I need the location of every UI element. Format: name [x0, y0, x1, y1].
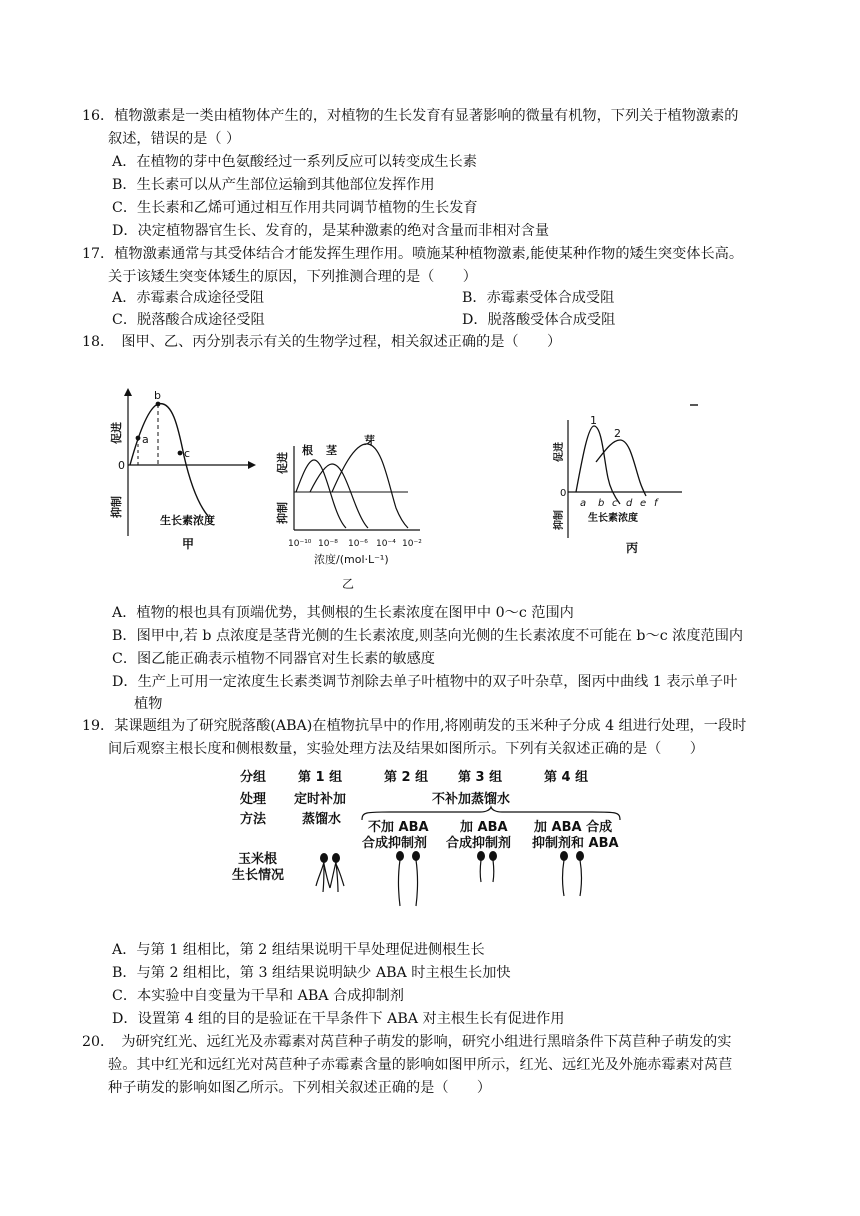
q19-method-label-2: 方法 — [240, 812, 267, 827]
yi-curve-root — [296, 460, 346, 528]
q16-option-a: A．在植物的芽中色氨酸经过一系列反应可以转变成生长素 — [112, 154, 477, 170]
q19-g2-method-2: 合成抑制剂 — [362, 836, 428, 851]
jia-label-b: b — [154, 389, 161, 402]
q17-stem-line1: 17．植物激素通常与其受体结合才能发挥生理作用。喷施某种植物激素,能使某种作物的矮生突变体长高。 — [82, 246, 744, 262]
q17-stem-line2: 关于该矮生突变体矮生的原因，下列推测合理的是（ ） — [108, 269, 477, 285]
q19-g4-method-2: 抑制剂和 ABA — [532, 836, 619, 851]
jia-label-a: a — [142, 433, 149, 446]
yi-tick-4: 10⁻² — [402, 539, 422, 549]
jia-promote-label: 促进 — [110, 422, 123, 444]
q19-g1-method-1: 定时补加 — [294, 792, 347, 807]
yi-xlabel: 浓度/(mol·L⁻¹) — [314, 553, 389, 566]
q19-g2-method-1: 不加 ABA — [368, 820, 429, 835]
yi-promote-label: 促进 — [276, 452, 289, 474]
bing-tick-d: d — [626, 498, 633, 509]
jia-zero: 0 — [118, 459, 125, 472]
jia-point-c — [178, 451, 183, 456]
yi-label-bud: 芽 — [364, 434, 375, 447]
jia-curve — [130, 404, 208, 516]
q18-option-d-line1: D．生产上可用一定浓度生长素类调节剂除去单子叶植物中的双子叶杂草，图丙中曲线 1 表示单子叶 — [112, 674, 738, 690]
q19-root-label-1: 玉米根 — [238, 852, 278, 867]
yi-tick-3: 10⁻⁴ — [376, 539, 396, 549]
q18-option-c: C．图乙能正确表示植物不同器官对生长素的敏感度 — [112, 651, 435, 667]
q19-g4-method-1: 加 ABA 合成 — [534, 820, 613, 835]
bing-tick-e: e — [640, 498, 647, 509]
q19-g1-method-2: 蒸馏水 — [302, 812, 342, 827]
bing-tick-c: c — [612, 498, 618, 509]
jia-x-arrow — [248, 461, 256, 469]
bing-promote-label: 促进 — [554, 442, 565, 462]
q18-option-b: B．图甲中,若 b 点浓度是茎背光侧的生长素浓度,则茎向光侧的生长素浓度不可能在 b～c 浓度范围内 — [112, 628, 744, 644]
q17-option-b: B．赤霉素受体合成受阻 — [462, 290, 615, 306]
figure-q19-table — [232, 768, 632, 908]
jia-inhibit-label: 抑制 — [110, 496, 123, 518]
bing-tick-f: f — [654, 498, 658, 509]
yi-tick-2: 10⁻⁶ — [348, 539, 368, 549]
q19-option-c: C．本实验中自变量为干旱和 ABA 合成抑制剂 — [112, 988, 404, 1004]
yi-curve-bud — [332, 444, 408, 528]
q17-option-c: C．脱落酸合成途径受阻 — [112, 312, 265, 328]
q19-option-d: D．设置第 4 组的目的是验证在干旱条件下 ABA 对主根生长有促进作用 — [112, 1011, 565, 1027]
q19-brace-path — [362, 807, 620, 820]
q19-g3-method-2: 合成抑制剂 — [446, 836, 512, 851]
q19-stem-line2: 间后观察主根长度和侧根数量，实验处理方法及结果如图所示。下列有关叙述正确的是（ ） — [108, 741, 704, 757]
q17-option-d: D．脱落酸受体合成受阻 — [462, 312, 616, 328]
q16-option-b: B．生长素可以从产生部位运输到其他部位发挥作用 — [112, 177, 435, 193]
q20-stem-line2: 验。其中红光和远红光对莴苣种子赤霉素含量的影响如图甲所示，红光、远红光及外施赤霉素对莴苣 — [108, 1057, 733, 1073]
yi-label-stem: 茎 — [326, 444, 337, 457]
bing-caption: 丙 — [626, 541, 639, 555]
yi-label-root: 根 — [302, 444, 313, 457]
q19-g3-method-1: 加 ABA — [460, 820, 508, 835]
jia-caption: 甲 — [182, 537, 195, 551]
q16-option-d: D．决定植物器官生长、发育的，是某种激素的绝对含量而非相对含量 — [112, 223, 550, 239]
q20-stem-line3: 种子萌发的影响如图乙所示。下列相关叙述正确的是（ ） — [108, 1080, 492, 1096]
jia-point-b — [156, 402, 161, 407]
q18-option-d-line2: 植物 — [134, 696, 163, 712]
q19-option-a: A．与第 1 组相比，第 2 组结果说明干旱处理促进侧根生长 — [112, 942, 485, 958]
figure-yi — [272, 434, 432, 592]
bing-label-2: 2 — [614, 427, 621, 440]
yi-caption: 乙 — [342, 577, 355, 591]
yi-tick-1: 10⁻⁸ — [318, 539, 338, 549]
q16-stem-line2: 叙述，错误的是（ ） — [108, 131, 241, 147]
q19-seedling-g4 — [554, 850, 590, 900]
bing-tick-b: b — [598, 498, 605, 509]
q19-group-label: 分组 — [240, 770, 267, 785]
q19-seedling-g1 — [312, 852, 348, 896]
yi-inhibit-label: 抑制 — [276, 502, 289, 524]
q18-stem: 18． 图甲、乙、丙分别表示有关的生物学过程，相关叙述正确的是（ ） — [82, 334, 562, 350]
figure-jia — [108, 386, 268, 552]
q19-stem-line1: 19．某课题组为了研究脱落酸(ABA)在植物抗旱中的作用,将刚萌发的玉米种子分成 4 组进行处理，一段时 — [82, 718, 747, 734]
bing-inhibit-label: 抑制 — [554, 510, 565, 530]
q18-option-a: A．植物的根也具有顶端优势，其侧根的生长素浓度在图甲中 0～c 范围内 — [112, 605, 574, 621]
q19-group-4: 第 4 组 — [544, 770, 589, 785]
q19-group-1: 第 1 组 — [298, 770, 343, 785]
jia-xlabel: 生长素浓度 — [160, 514, 215, 527]
q19-seedling-g2 — [390, 850, 426, 908]
bing-tick-a: a — [580, 498, 587, 509]
q19-root-label-2: 生长情况 — [232, 868, 285, 883]
bing-xlabel: 生长素浓度 — [588, 513, 638, 524]
q16-option-c: C．生长素和乙烯可通过相互作用共同调节植物的生长发育 — [112, 200, 478, 216]
q19-option-b: B．与第 2 组相比，第 3 组结果说明缺少 ABA 时主根生长加快 — [112, 965, 511, 981]
q19-no-water: 不补加蒸馏水 — [432, 792, 511, 807]
bing-zero: 0 — [560, 488, 567, 499]
q19-method-label-1: 处理 — [240, 792, 267, 807]
yi-tick-0: 10⁻¹⁰ — [288, 539, 312, 549]
jia-y-arrow — [124, 388, 132, 396]
q17-option-a: A．赤霉素合成途径受阻 — [112, 290, 265, 306]
figure-bing — [552, 400, 712, 562]
q20-stem-line1: 20． 为研究红光、远红光及赤霉素对莴苣种子萌发的影响，研究小组进行黑暗条件下莴苣种子萌发的实 — [82, 1034, 732, 1050]
q16-stem-line1: 16．植物激素是一类由植物体产生的，对植物的生长发育有显著影响的微量有机物，下列关于植物激素的 — [82, 108, 739, 124]
q19-group-3: 第 3 组 — [458, 770, 503, 785]
jia-point-a — [136, 436, 141, 441]
bing-label-1: 1 — [590, 414, 597, 427]
q19-seedling-g3 — [472, 850, 502, 886]
yi-curve-stem — [310, 464, 368, 528]
q19-group-2: 第 2 组 — [384, 770, 429, 785]
jia-label-c: c — [184, 447, 191, 460]
